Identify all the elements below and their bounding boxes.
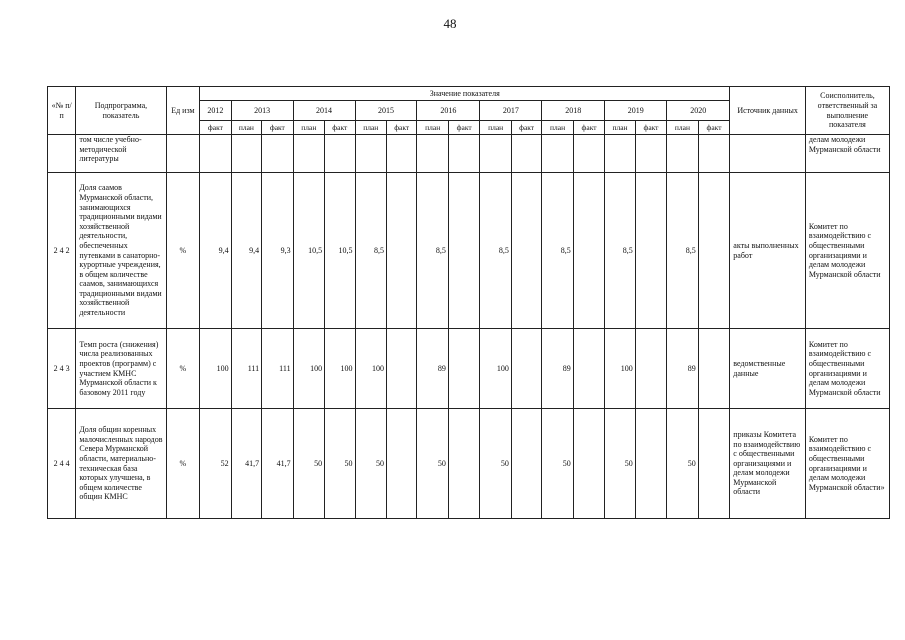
table-row [48, 135, 890, 173]
header-fact: факт [325, 121, 355, 135]
header-plan: план [293, 121, 324, 135]
row-unit: % [166, 329, 200, 409]
value-cell: 41,7 [262, 409, 293, 519]
header-year: 2016 [417, 101, 480, 121]
value-cell: 50 [293, 409, 324, 519]
header-source: Источник данных [730, 87, 806, 135]
row-unit: % [166, 409, 200, 519]
row-source: акты выполненных работ [730, 173, 806, 329]
page-number: 48 [443, 16, 457, 31]
row-num: 2 4 3 [48, 329, 76, 409]
header-year: 2020 [667, 101, 730, 121]
row-coexecutor: Комитет по взаимодействию с общественными организациями и делам молодежи Мурманской области» [805, 409, 889, 519]
header-plan: план [542, 121, 573, 135]
value-cell [542, 135, 573, 173]
value-cell [667, 135, 698, 173]
value-cell [511, 173, 541, 329]
value-cell [635, 135, 666, 173]
header-coexecutor: Соисполнитель, ответственный за выполнение показателя [805, 87, 889, 135]
value-cell [386, 135, 416, 173]
table-row [48, 173, 890, 329]
value-cell: 100 [325, 329, 355, 409]
row-unit [166, 135, 200, 173]
value-cell: 50 [605, 409, 635, 519]
header-fact: факт [262, 121, 293, 135]
value-cell: 41,7 [231, 409, 261, 519]
value-cell: 8,5 [667, 173, 698, 329]
value-cell: 10,5 [293, 173, 324, 329]
header-fact: факт [448, 121, 479, 135]
header-fact: факт [635, 121, 666, 135]
header-year: 2014 [293, 101, 355, 121]
row-coexecutor: делам молодежи Мурманской области [805, 135, 889, 173]
value-cell [448, 173, 479, 329]
value-cell [635, 173, 666, 329]
header-num: «№ п/п [48, 87, 76, 135]
value-cell: 100 [293, 329, 324, 409]
header-fact: факт [386, 121, 416, 135]
value-cell: 111 [262, 329, 293, 409]
value-cell [698, 173, 730, 329]
value-cell [573, 329, 604, 409]
value-cell [635, 329, 666, 409]
header-plan: план [667, 121, 698, 135]
value-cell [573, 135, 604, 173]
header-indicator-value: Значение показателя [200, 87, 730, 101]
header-fact: факт [573, 121, 604, 135]
value-cell: 9,4 [231, 173, 261, 329]
value-cell [448, 135, 479, 173]
header-unit: Ед изм [166, 87, 200, 135]
header-name: Подпрограмма, показатель [76, 87, 166, 135]
row-source: приказы Комитета по взаимодействию с общественными организациями и делам молодежи Мурманской области [730, 409, 806, 519]
header-year: 2013 [231, 101, 293, 121]
value-cell: 50 [667, 409, 698, 519]
value-cell: 100 [480, 329, 511, 409]
value-cell [448, 329, 479, 409]
header-plan: план [417, 121, 448, 135]
header-fact: факт [698, 121, 730, 135]
row-num: 2 4 4 [48, 409, 76, 519]
row-indicator-name: том числе учебно-методической литературы [76, 135, 166, 173]
value-cell: 50 [325, 409, 355, 519]
header-plan: план [605, 121, 635, 135]
value-cell [200, 135, 231, 173]
row-indicator-name: Доля саамов Мурманской области, занимающихся традиционными видами хозяйственной деятельности, обеспеченных путевками в санаторно-курортные учреждения, в общем количестве саамов, занимающихся традиционными видами хозяйственной деятельности [76, 173, 166, 329]
value-cell: 50 [542, 409, 573, 519]
value-cell: 89 [667, 329, 698, 409]
value-cell: 9,4 [200, 173, 231, 329]
value-cell: 8,5 [355, 173, 386, 329]
value-cell [511, 409, 541, 519]
indicator-table [47, 86, 890, 519]
value-cell [325, 135, 355, 173]
header-plan: план [355, 121, 386, 135]
header-year: 2018 [542, 101, 605, 121]
value-cell [698, 329, 730, 409]
row-source [730, 135, 806, 173]
value-cell: 9,3 [262, 173, 293, 329]
value-cell [386, 409, 416, 519]
value-cell [573, 409, 604, 519]
value-cell [573, 173, 604, 329]
value-cell: 8,5 [542, 173, 573, 329]
value-cell: 50 [355, 409, 386, 519]
table-row [48, 329, 890, 409]
value-cell [480, 135, 511, 173]
table-body [48, 135, 890, 519]
row-num [48, 135, 76, 173]
header-plan: план [231, 121, 261, 135]
header-fact: факт [511, 121, 541, 135]
value-cell: 52 [200, 409, 231, 519]
value-cell: 100 [355, 329, 386, 409]
value-cell [293, 135, 324, 173]
row-source: ведомственные данные [730, 329, 806, 409]
header-year: 2015 [355, 101, 417, 121]
value-cell: 8,5 [417, 173, 448, 329]
header-fact: факт [200, 121, 231, 135]
value-cell: 89 [417, 329, 448, 409]
value-cell: 10,5 [325, 173, 355, 329]
value-cell: 89 [542, 329, 573, 409]
value-cell [262, 135, 293, 173]
value-cell: 8,5 [480, 173, 511, 329]
value-cell [698, 409, 730, 519]
row-num: 2 4 2 [48, 173, 76, 329]
value-cell [605, 135, 635, 173]
value-cell: 50 [417, 409, 448, 519]
row-coexecutor: Комитет по взаимодействию с общественными организациями и делам молодежи Мурманской области [805, 329, 889, 409]
value-cell [635, 409, 666, 519]
row-indicator-name: Доля общин коренных малочисленных народов Севера Мурманской области, материально-техническая база которых улучшена, в общем количестве общин КМНС [76, 409, 166, 519]
table-row [48, 409, 890, 519]
value-cell [511, 135, 541, 173]
value-cell [386, 329, 416, 409]
value-cell: 100 [200, 329, 231, 409]
value-cell [511, 329, 541, 409]
value-cell: 100 [605, 329, 635, 409]
value-cell: 111 [231, 329, 261, 409]
header-year: 2012 [200, 101, 231, 121]
row-coexecutor: Комитет по взаимодействию с общественными организациями и делам молодежи Мурманской области [805, 173, 889, 329]
value-cell [698, 135, 730, 173]
header-year: 2017 [480, 101, 542, 121]
value-cell: 50 [480, 409, 511, 519]
value-cell [448, 409, 479, 519]
value-cell: 8,5 [605, 173, 635, 329]
value-cell [231, 135, 261, 173]
header-plan: план [480, 121, 511, 135]
header-year: 2019 [605, 101, 667, 121]
value-cell [417, 135, 448, 173]
value-cell [355, 135, 386, 173]
value-cell [386, 173, 416, 329]
row-unit: % [166, 173, 200, 329]
row-indicator-name: Темп роста (снижения) числа реализованных проектов (программ) с участием КМНС Мурманской области к базовому 2011 году [76, 329, 166, 409]
